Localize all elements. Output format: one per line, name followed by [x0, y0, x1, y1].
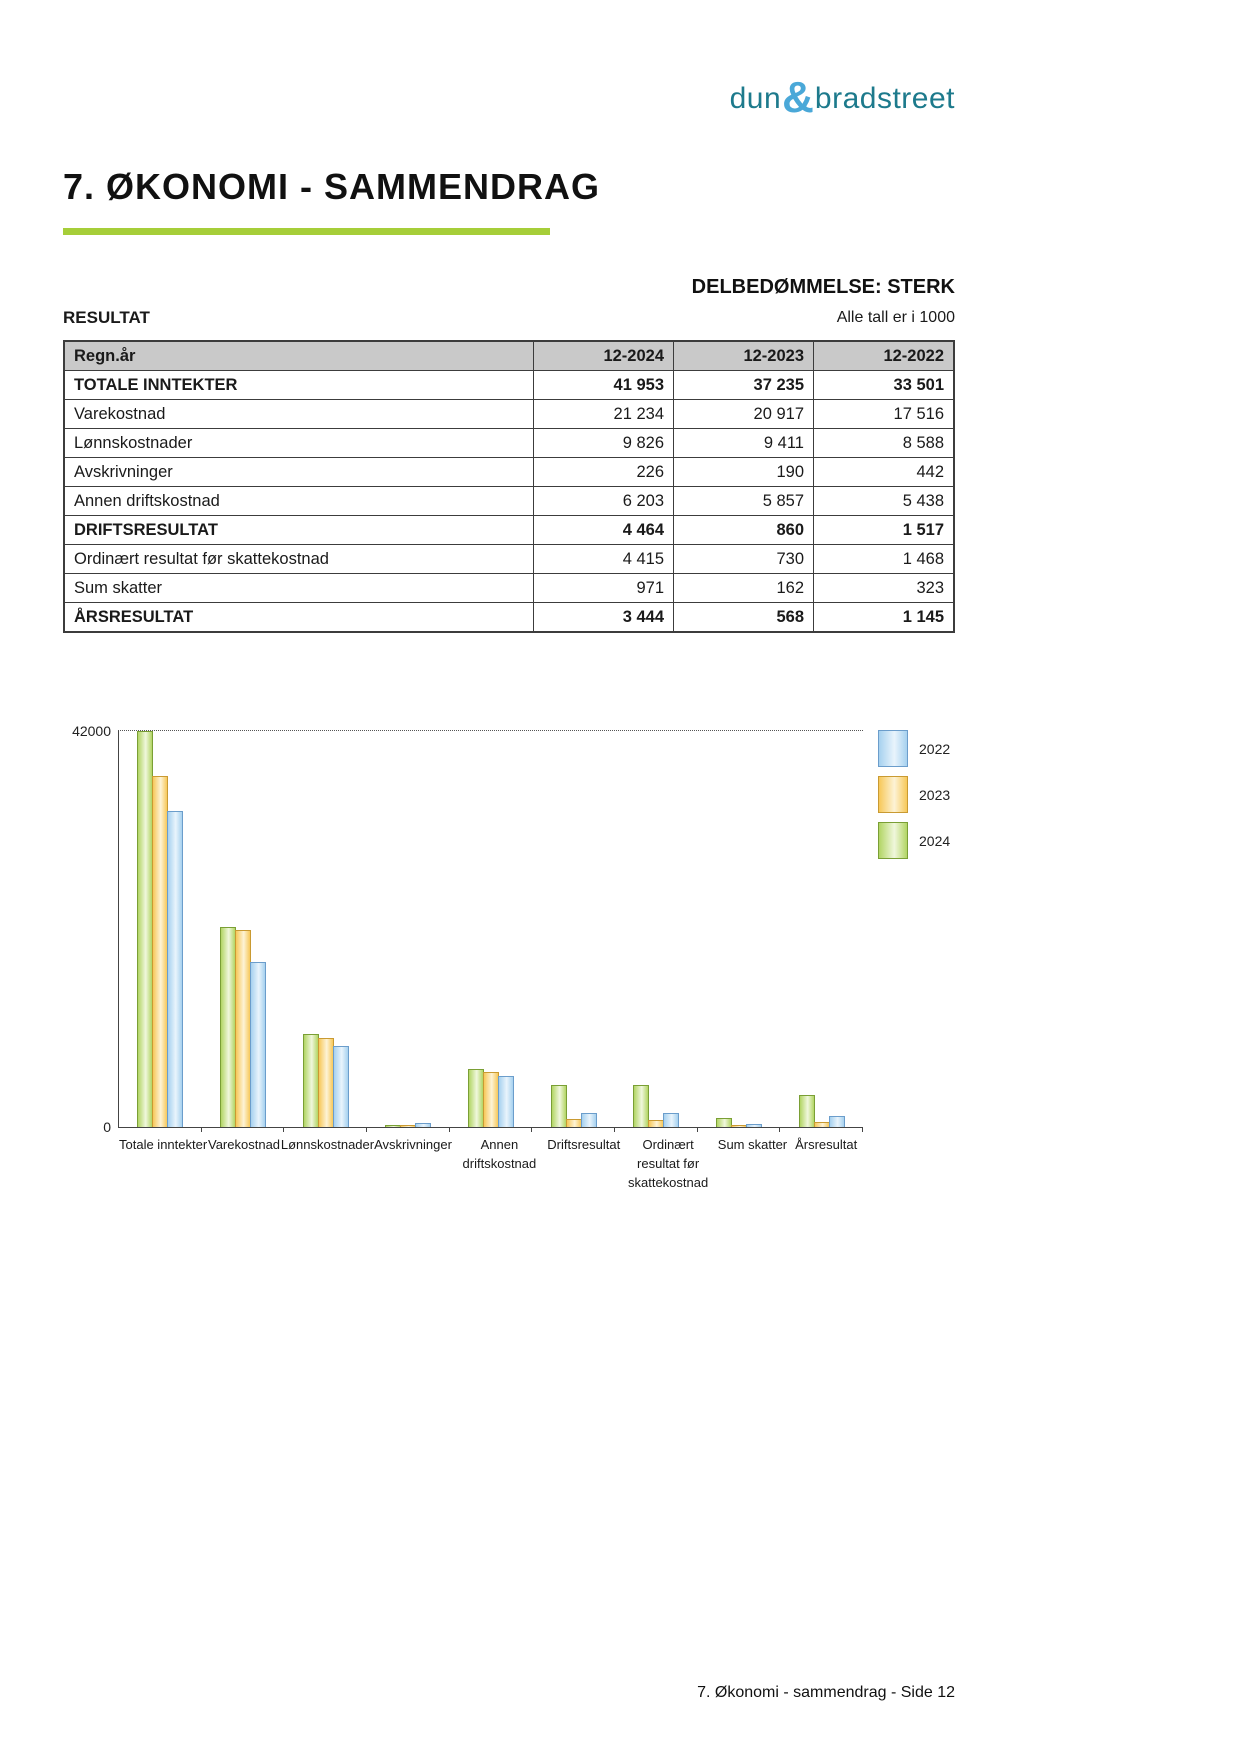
x-axis-label	[789, 1136, 863, 1193]
chart-plot-area	[72, 723, 863, 1190]
row-value: 8 588	[814, 429, 955, 458]
row-value: 1 468	[814, 545, 955, 574]
row-value: 568	[674, 603, 814, 633]
bar-2024	[468, 1069, 484, 1127]
bar-2022	[333, 1046, 349, 1127]
axis-tick	[780, 1127, 863, 1132]
row-value: 190	[674, 458, 814, 487]
logo-ampersand-icon: &	[782, 73, 814, 122]
column-header: 12-2022	[814, 341, 955, 371]
x-axis-label	[207, 1136, 281, 1193]
table-caption-row	[63, 308, 955, 330]
x-axis-label-text: Driftsresultat	[547, 1137, 621, 1152]
row-label: Avskrivninger	[64, 458, 534, 487]
row-value: 1 517	[814, 516, 955, 545]
table-header-row	[64, 341, 954, 371]
row-value: 971	[534, 574, 674, 603]
legend-label: 2023	[919, 786, 951, 803]
x-axis-label	[281, 1136, 374, 1193]
bar-group	[367, 731, 450, 1127]
legend-swatch	[878, 730, 908, 767]
bar-2022	[581, 1113, 597, 1127]
bar-2023	[152, 776, 168, 1127]
bar-group	[532, 731, 615, 1127]
axis-tick	[698, 1127, 781, 1132]
table-row	[64, 487, 954, 516]
row-value: 162	[674, 574, 814, 603]
bar-2022	[663, 1113, 679, 1127]
bar-2022	[498, 1076, 514, 1127]
section-label: RESULTAT	[63, 308, 150, 327]
bar-2023	[483, 1072, 499, 1127]
x-axis-label-text: Totale inntekter	[119, 1137, 208, 1152]
column-header: 12-2023	[674, 341, 814, 371]
x-axis-label	[621, 1136, 716, 1193]
row-value: 9 411	[674, 429, 814, 458]
chart-groups	[119, 731, 863, 1127]
column-header: 12-2024	[534, 341, 674, 371]
legend-item	[878, 822, 950, 859]
row-label: Ordinært resultat før skattekostnad	[64, 545, 534, 574]
bar-2022	[250, 962, 266, 1127]
row-value: 1 145	[814, 603, 955, 633]
chart-legend	[878, 730, 950, 859]
row-label: Varekostnad	[64, 400, 534, 429]
bar-2024	[633, 1085, 649, 1127]
table-row	[64, 603, 954, 633]
bar-2024	[551, 1085, 567, 1127]
bar-2023	[235, 930, 251, 1127]
bar-group	[450, 731, 533, 1127]
row-value: 5 438	[814, 487, 955, 516]
column-header: Regn.år	[64, 341, 534, 371]
row-value: 730	[674, 545, 814, 574]
dun-bradstreet-logo	[729, 72, 955, 122]
row-value: 442	[814, 458, 955, 487]
y-axis-tick-max: 42000	[72, 723, 111, 739]
page-footer: 7. Økonomi - sammendrag - Side 12	[697, 1684, 955, 1701]
legend-label: 2024	[919, 832, 951, 849]
x-axis-label-text: Lønnskostnader	[280, 1137, 375, 1152]
bar-group	[202, 731, 285, 1127]
row-label: Annen driftskostnad	[64, 487, 534, 516]
axis-tick	[367, 1127, 450, 1132]
x-axis-label-text: Ordinært resultat før skattekostnad	[628, 1137, 709, 1190]
logo-word-dun: dun	[729, 82, 782, 115]
legend-item	[878, 730, 950, 767]
row-value: 323	[814, 574, 955, 603]
legend-item	[878, 776, 950, 813]
bar-2024	[799, 1095, 815, 1127]
rating-headline: DELBEDØMMELSE: STERK	[691, 276, 955, 298]
row-label: ÅRSRESULTAT	[64, 603, 534, 633]
results-table-body	[64, 371, 954, 633]
bar-group	[615, 731, 698, 1127]
page-title: 7. ØKONOMI - SAMMENDRAG	[63, 166, 601, 207]
bar-group	[284, 731, 367, 1127]
row-label: Sum skatter	[64, 574, 534, 603]
x-axis-label	[374, 1136, 452, 1193]
bar-2024	[137, 731, 153, 1127]
row-value: 37 235	[674, 371, 814, 400]
legend-swatch	[878, 822, 908, 859]
row-value: 226	[534, 458, 674, 487]
x-axis-label	[452, 1136, 547, 1193]
table-row	[64, 574, 954, 603]
y-axis-tick-min: 0	[103, 1119, 111, 1135]
axis-tick	[450, 1127, 533, 1132]
x-axis-label-text: Varekostnad	[208, 1137, 281, 1152]
results-bar-chart	[63, 723, 955, 1230]
table-row	[64, 400, 954, 429]
logo-word-bradstreet: bradstreet	[814, 82, 955, 115]
bar-group	[780, 731, 863, 1127]
row-value: 20 917	[674, 400, 814, 429]
x-axis-label-text: Annen driftskostnad	[462, 1137, 537, 1171]
bar-2024	[716, 1118, 732, 1127]
row-value: 3 444	[534, 603, 674, 633]
results-table	[63, 340, 955, 633]
axis-tick	[532, 1127, 615, 1132]
x-axis-label-text: Sum skatter	[717, 1137, 788, 1152]
row-value: 5 857	[674, 487, 814, 516]
row-value: 4 415	[534, 545, 674, 574]
row-label: DRIFTSRESULTAT	[64, 516, 534, 545]
units-note: Alle tall er i 1000	[836, 309, 955, 326]
legend-label: 2022	[919, 740, 951, 757]
bar-2023	[318, 1038, 334, 1127]
bar-2023	[648, 1120, 664, 1127]
table-row	[64, 545, 954, 574]
row-label: TOTALE INNTEKTER	[64, 371, 534, 400]
table-row	[64, 371, 954, 400]
x-axis-label-text: Avskrivninger	[374, 1137, 452, 1152]
row-label: Lønnskostnader	[64, 429, 534, 458]
x-axis-label	[119, 1136, 207, 1193]
axis-tick	[284, 1127, 367, 1132]
row-value: 860	[674, 516, 814, 545]
x-axis-ticks	[119, 1127, 863, 1132]
axis-tick	[202, 1127, 285, 1132]
bar-2024	[303, 1034, 319, 1127]
bar-2022	[167, 811, 183, 1127]
row-value: 21 234	[534, 400, 674, 429]
x-axis-label	[547, 1136, 621, 1193]
x-axis-labels	[119, 1136, 863, 1193]
bar-2024	[220, 927, 236, 1127]
bar-group	[698, 731, 781, 1127]
row-value: 9 826	[534, 429, 674, 458]
x-axis-label	[716, 1136, 790, 1193]
row-value: 6 203	[534, 487, 674, 516]
content-column	[63, 0, 955, 1754]
legend-swatch	[878, 776, 908, 813]
row-value: 4 464	[534, 516, 674, 545]
bar-2022	[829, 1116, 845, 1127]
title-accent-bar	[63, 228, 550, 235]
axis-tick	[615, 1127, 698, 1132]
bar-2023	[566, 1119, 582, 1127]
table-row	[64, 458, 954, 487]
axis-tick	[119, 1127, 202, 1132]
row-value: 41 953	[534, 371, 674, 400]
x-axis-label-text: Årsresultat	[795, 1137, 858, 1152]
bar-group	[119, 731, 202, 1127]
table-row	[64, 516, 954, 545]
table-row	[64, 429, 954, 458]
row-value: 33 501	[814, 371, 955, 400]
row-value: 17 516	[814, 400, 955, 429]
